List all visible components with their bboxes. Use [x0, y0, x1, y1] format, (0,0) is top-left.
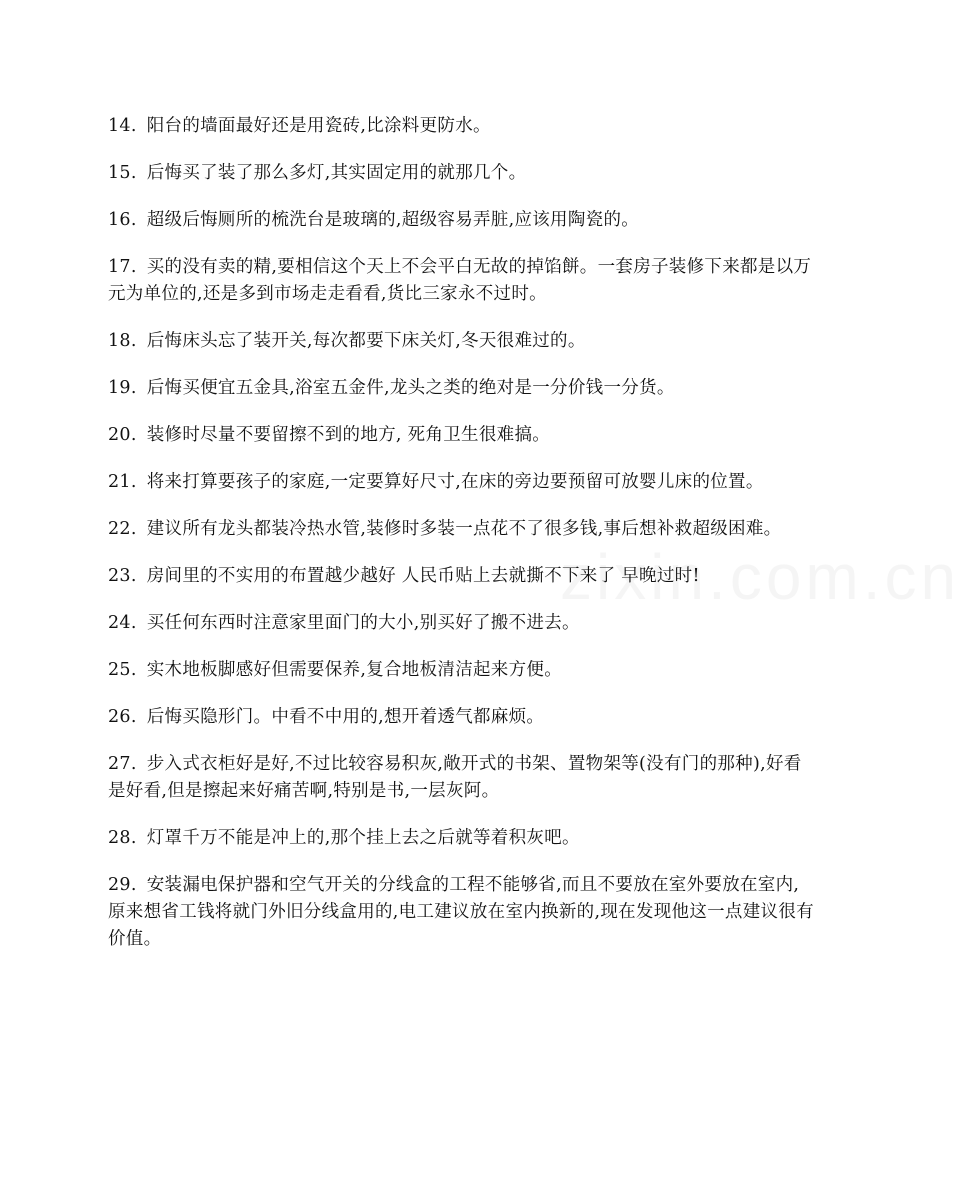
item-text: 阳台的墙面最好还是用瓷砖,比涂料更防水。 — [146, 116, 491, 136]
item-number: 19. — [108, 378, 137, 398]
item-text: 买任何东西时注意家里面门的大小,别买好了搬不进去。 — [146, 613, 580, 633]
item-text: 后悔床头忘了装开关,每次都要下床关灯,冬天很难过的。 — [146, 331, 586, 351]
item-number: 18. — [108, 331, 137, 351]
item-text: 买的没有卖的精,要相信这个天上不会平白无故的掉馅餅。一套房子装修下来都是以万元为单位的,还是多到市场走走看看,货比三家永不过时。 — [108, 257, 812, 304]
item-number: 26. — [108, 707, 137, 727]
item-text: 房间里的不实用的布置越少越好 人民币贴上去就撕不下来了 早晚过时! — [146, 566, 700, 586]
watermark: zixin.com.cn — [560, 541, 960, 613]
item-number: 14. — [108, 116, 137, 136]
tips-list — [108, 113, 816, 973]
list-item — [108, 610, 816, 637]
item-number: 25. — [108, 660, 137, 680]
list-item — [108, 516, 816, 543]
item-number: 28. — [108, 828, 137, 848]
list-item — [108, 160, 816, 187]
list-item — [108, 657, 816, 684]
list-item — [108, 469, 816, 496]
item-text: 安装漏电保护器和空气开关的分线盒的工程不能够省,而且不要放在室外要放在室内,原来想省工钱将就门外旧分线盒用的,电工建议放在室内换新的,现在发现他这一点建议很有价值。 — [108, 875, 814, 949]
list-item — [108, 328, 816, 355]
item-number: 24. — [108, 613, 137, 633]
item-text: 超级后悔厕所的梳洗台是玻璃的,超级容易弄脏,应该用陶瓷的。 — [146, 210, 640, 230]
item-number: 22. — [108, 519, 137, 539]
list-item — [108, 207, 816, 234]
item-text: 建议所有龙头都装冷热水管,装修时多装一点花不了很多钱,事后想补救超级困难。 — [146, 519, 782, 539]
item-text: 灯罩千万不能是冲上的,那个挂上去之后就等着积灰吧。 — [146, 828, 580, 848]
item-number: 16. — [108, 210, 137, 230]
list-item — [108, 872, 816, 953]
item-number: 15. — [108, 163, 137, 183]
item-number: 17. — [108, 257, 137, 277]
item-number: 27. — [108, 754, 137, 774]
item-number: 29. — [108, 875, 137, 895]
item-text: 实木地板脚感好但需要保养,复合地板清洁起来方便。 — [146, 660, 562, 680]
list-item — [108, 751, 816, 805]
item-text: 后悔买了装了那么多灯,其实固定用的就那几个。 — [146, 163, 527, 183]
item-text: 后悔买隐形门。中看不中用的,想开着透气都麻烦。 — [146, 707, 545, 727]
list-item — [108, 825, 816, 852]
list-item — [108, 704, 816, 731]
item-text: 装修时尽量不要留擦不到的地方, 死角卫生很难搞。 — [146, 425, 551, 445]
list-item — [108, 563, 816, 590]
item-number: 21. — [108, 472, 137, 492]
item-text: 步入式衣柜好是好,不过比较容易积灰,敞开式的书架、置物架等(没有门的那种),好看是好看,但是擦起来好痛苦啊,特别是书,一层灰阿。 — [108, 754, 802, 801]
item-number: 23. — [108, 566, 137, 586]
list-item — [108, 375, 816, 402]
list-item — [108, 113, 816, 140]
item-text: 后悔买便宜五金具,浴室五金件,龙头之类的绝对是一分价钱一分货。 — [146, 378, 675, 398]
item-text: 将来打算要孩子的家庭,一定要算好尺寸,在床的旁边要预留可放婴儿床的位置。 — [146, 472, 764, 492]
list-item — [108, 254, 816, 308]
item-number: 20. — [108, 425, 137, 445]
list-item — [108, 422, 816, 449]
